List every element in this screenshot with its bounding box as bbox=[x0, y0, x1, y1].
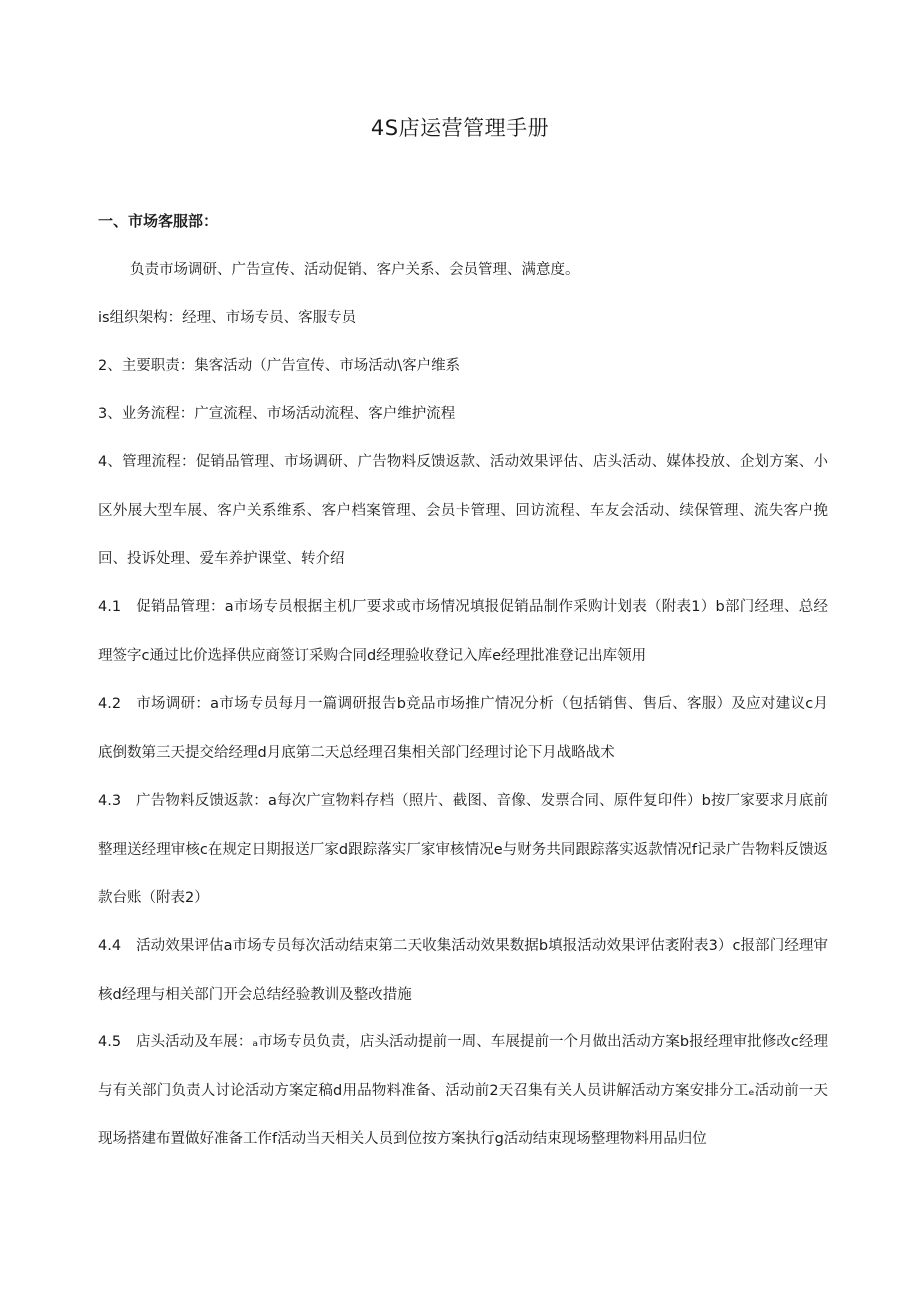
sub-item-text: 活动效果评估a市场专员每次活动结束第二天收集活动效果数据b填报活动效果评估袤附表3）c报部门经理审核d经理与相关部门开会总结经验教训及整改措施 bbox=[98, 938, 828, 1003]
sub-item-text: 促销品管理：a市场专员根据主机厂要求或市场情况填报促销品制作采购计划表（附表1）b部门经理、总经理签字c通过比价选择供应商签订采购合同d经理验收登记入库e经理批准登记出库领用 bbox=[98, 599, 828, 664]
intro-paragraph: 负责市场调研、广告宣传、活动促销、客户关系、会员管理、满意度。 bbox=[130, 262, 580, 278]
sub-item-text: 广告物料反馈返款：a每次广宣物料存档（照片、截图、音像、发票合同、原件复印件）b按厂家要求月底前整理送经理审核c在规定日期报送厂家d跟踪落实厂家审核情况e与财务共同跟踪落实返款情况f记录广告物料反馈返款台账（附表2） bbox=[98, 793, 828, 906]
sub-item-store-events bbox=[98, 1018, 828, 1164]
document-title: 4S店运营管理手册 bbox=[370, 116, 550, 140]
sub-item-number: 4.3 bbox=[98, 793, 122, 809]
sub-item-text: 市场调研：a市场专员每月一篇调研报告b竞品市场推广情况分析（包括销售、售后、客服）及应对建议c月底倒数第三天提交给经理d月底第二天总经理召集相关部门经理讨论下月战略战术 bbox=[98, 696, 828, 761]
sub-item-number: 4.2 bbox=[98, 696, 122, 712]
sub-item-text: 店头活动及车展：ₐ市场专员负责，店头活动提前一周、车展提前一个月做出活动方案b报经理审批修改c经理与有关部门负责人讨论活动方案定稿d用品物料准备、活动前2天召集有关人员讲解活动方案安排分工ₑ活动前一天现场搭建布置做好准备工作f活动当天相关人员到位按方案执行g活动结束现场整理物料用品归位 bbox=[98, 1034, 828, 1147]
item-main-duties: 2、主要职责：集客活动（广告宣传、市场活动\客户维系 bbox=[98, 358, 461, 374]
sub-item-ad-rebate bbox=[98, 777, 828, 923]
item-org-structure: is组织架构：经理、市场专员、客服专员 bbox=[98, 310, 357, 326]
sub-item-number: 4.4 bbox=[98, 938, 122, 954]
section-heading: 一、市场客服部： bbox=[98, 212, 219, 230]
sub-item-number: 4.5 bbox=[98, 1034, 122, 1050]
sub-item-market-research bbox=[98, 680, 828, 777]
item-management-process: 4、管理流程：促销品管理、市场调研、广告物料反馈返款、活动效果评估、店头活动、媒体投放、企划方案、小区外展大型车展、客户关系维系、客户档案管理、会员卡管理、回访流程、车友会活动、续保管理、流失客户挽回、投诉处理、爱车养护课堂、转介绍 bbox=[98, 454, 828, 567]
sub-item-number: 4.1 bbox=[98, 599, 122, 615]
sub-item-activity-evaluation bbox=[98, 922, 828, 1019]
item-business-process: 3、业务流程：广宣流程、市场活动流程、客户维护流程 bbox=[98, 406, 456, 422]
sub-item-promo-management bbox=[98, 583, 828, 680]
